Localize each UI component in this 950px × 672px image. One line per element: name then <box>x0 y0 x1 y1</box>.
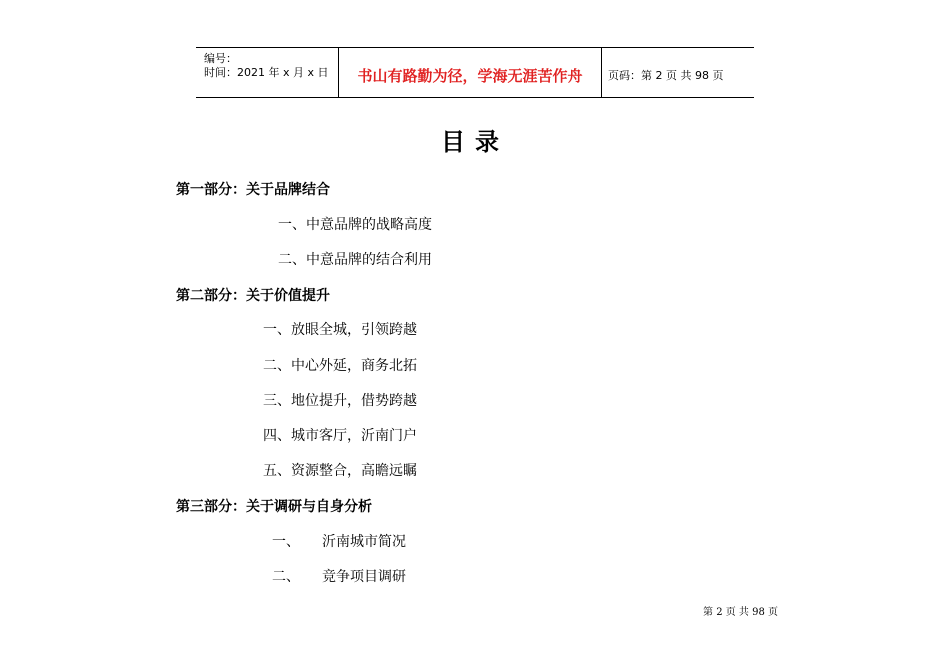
toc-section-2: 第二部分：关于价值提升 <box>176 288 330 304</box>
document-time-label: 时间：2021 年 x 月 x 日 <box>204 66 329 79</box>
toc-item-number: 二、 <box>272 569 300 585</box>
toc-item: 五、资源整合，高瞻远瞩 <box>263 463 417 479</box>
toc-item-text: 竞争项目调研 <box>322 569 406 585</box>
document-number-label: 编号： <box>204 52 237 65</box>
toc-item <box>272 533 406 551</box>
toc-section-1: 第一部分：关于品牌结合 <box>176 182 330 198</box>
toc-item-number: 一、 <box>272 534 300 550</box>
toc-item: 二、中意品牌的结合利用 <box>278 252 432 268</box>
header-motto: 书山有路勤为径，学海无涯苦作舟 <box>357 67 583 85</box>
toc-section-3: 第三部分：关于调研与自身分析 <box>176 499 372 515</box>
toc-item: 四、城市客厅，沂南门户 <box>263 428 417 444</box>
toc-title: 目录 <box>441 128 509 156</box>
toc-item: 三、地位提升，借势跨越 <box>263 393 417 409</box>
toc-item: 一、中意品牌的战略高度 <box>278 217 432 233</box>
toc-item: 二、中心外延，商务北拓 <box>263 358 417 374</box>
toc-item: 一、放眼全城，引领跨越 <box>263 322 417 338</box>
toc-item <box>272 568 406 586</box>
header-page-info: 页码：第 2 页 共 98 页 <box>608 69 724 82</box>
toc-item-text: 沂南城市简况 <box>322 534 406 550</box>
page-footer: 第 2 页 共 98 页 <box>703 607 778 618</box>
